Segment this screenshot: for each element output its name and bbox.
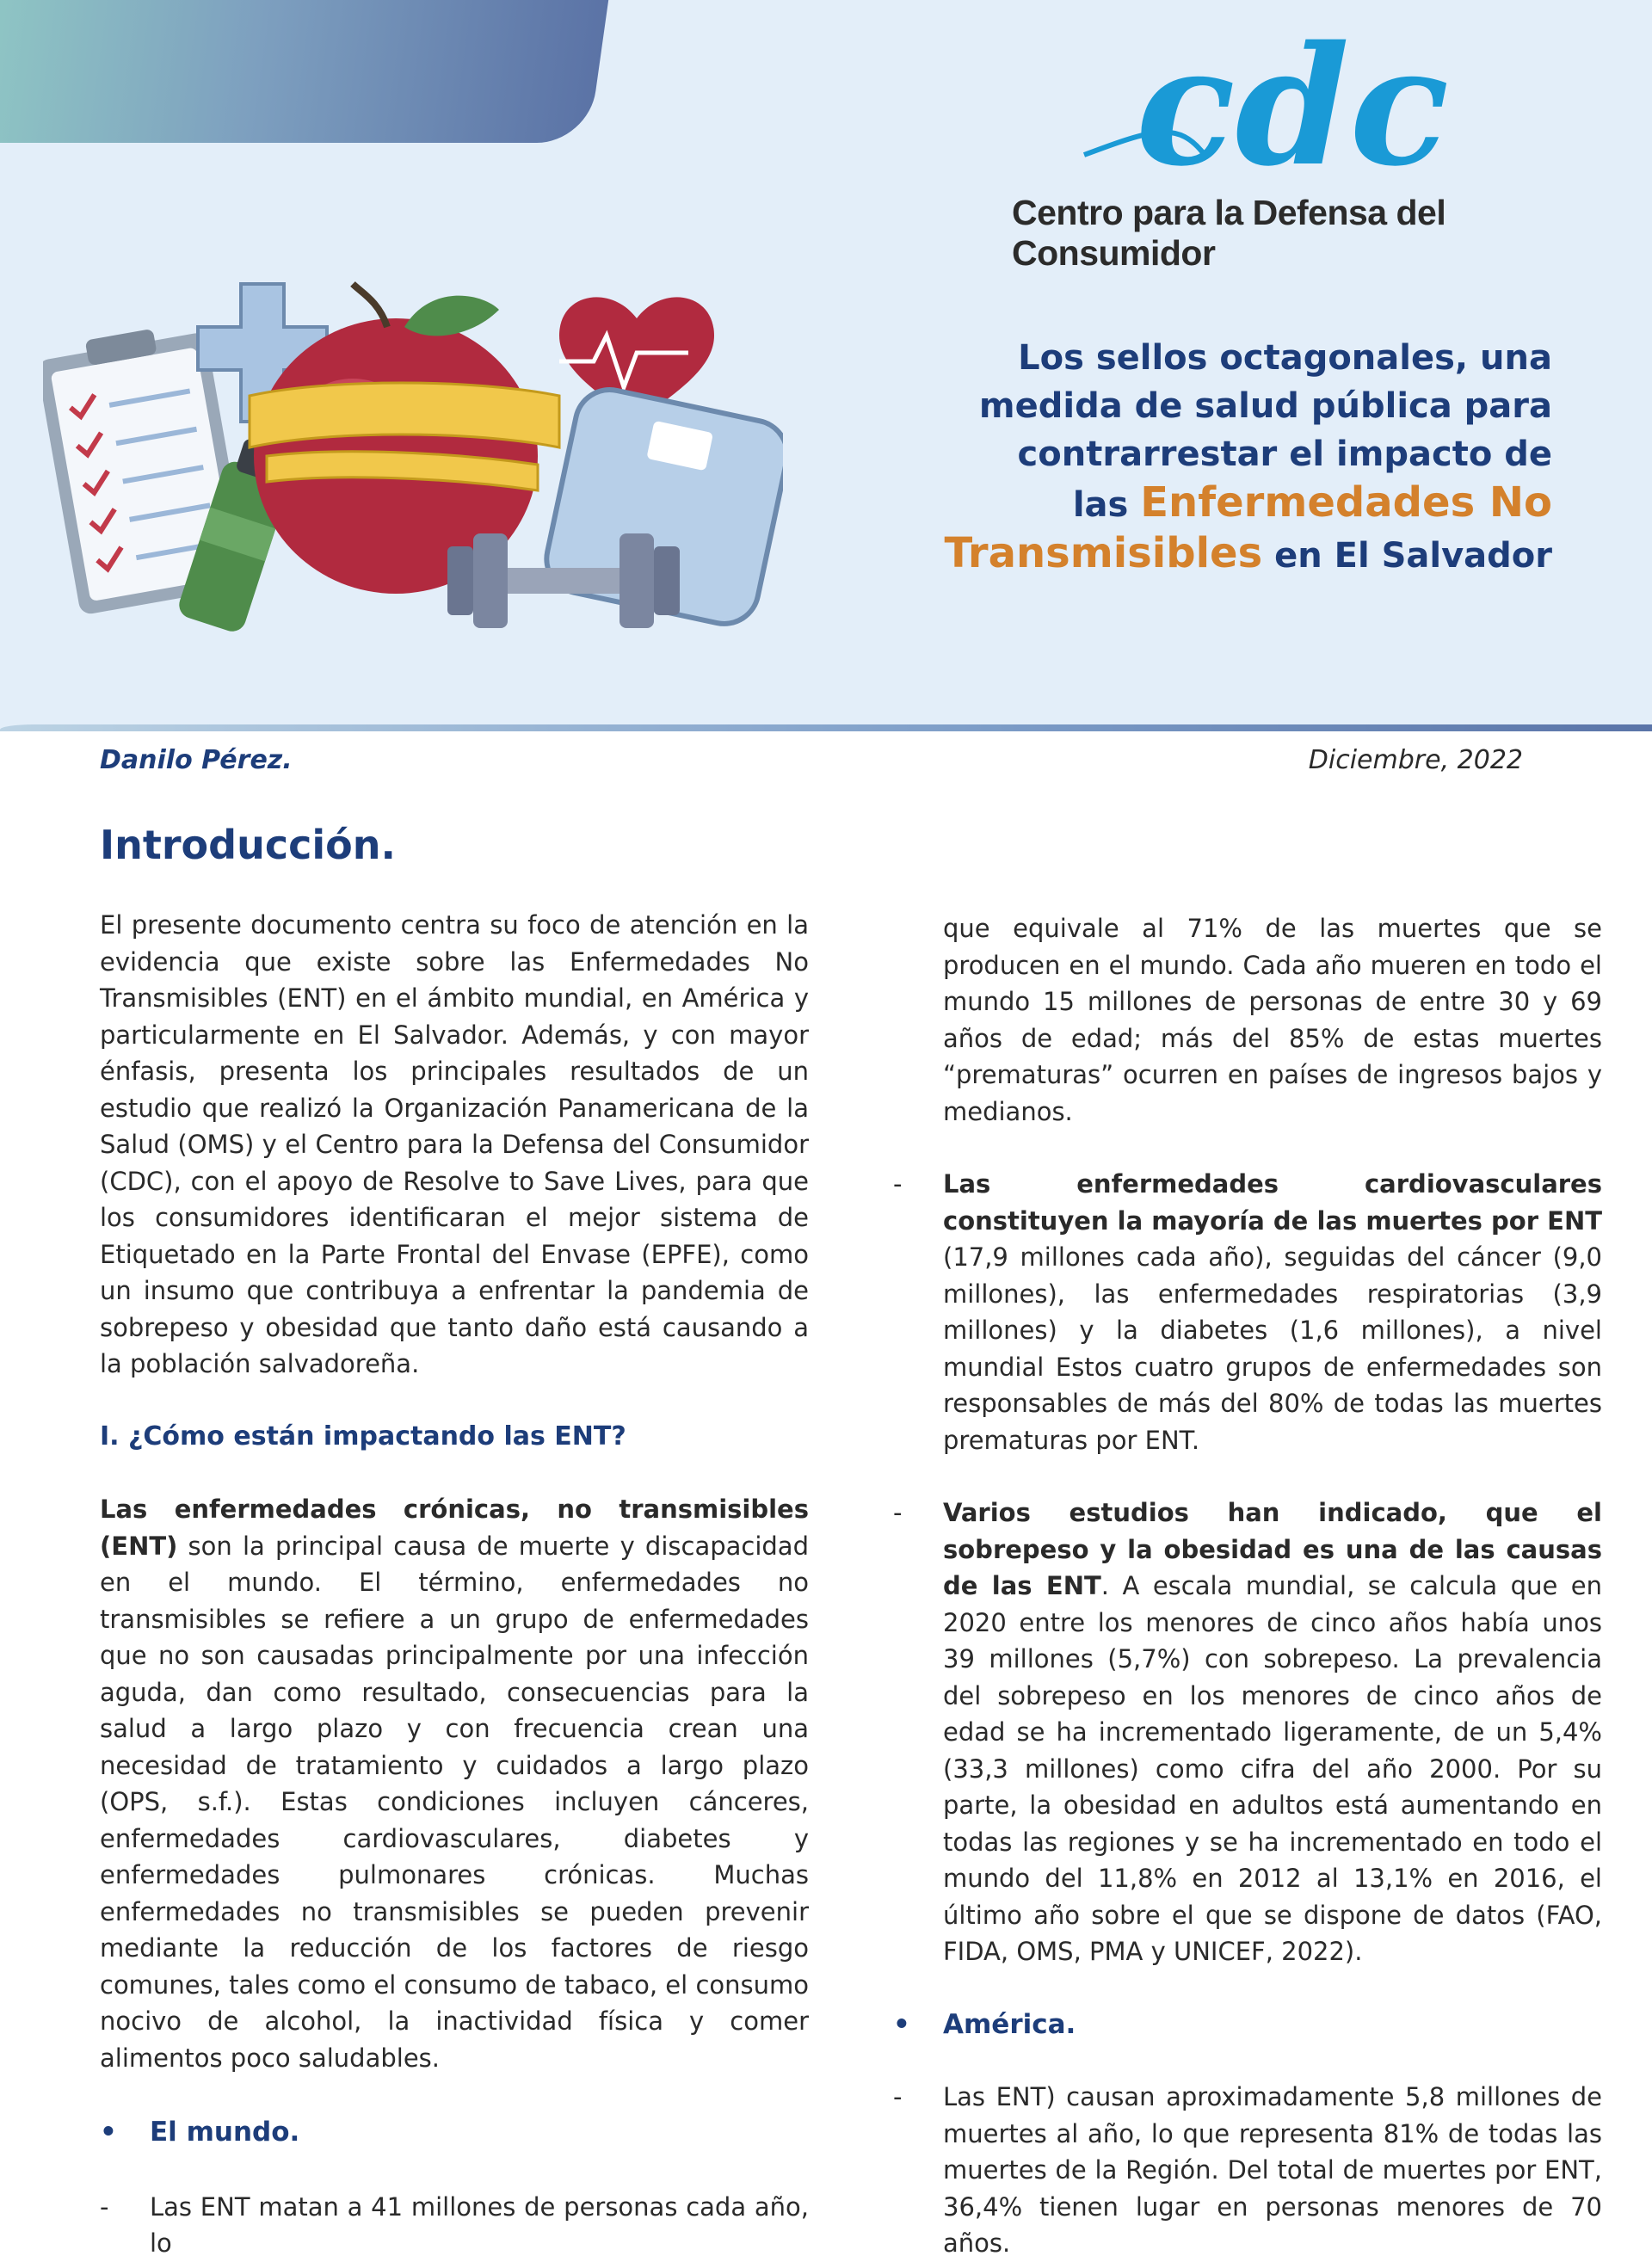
section-paragraph: Las enfermedades crónicas, no transmisibles (ENT) son la principal causa de muerte y discapacidad en el mundo. El término, enfermedades no transmisibles se refiere a un grupo de enfermedades que no son causadas principalmente por una infección aguda, dan como resultado, consecuencias para la salud a largo plazo y con frecuencia crean una necesidad de tratamiento y cuidados a largo plazo (OPS, s.f.). Estas condiciones incluyen cánceres, enfermedades cardiovasculares, diabetes y enfermedades pulmonares crónicas. Muchas enfermedades no transmisibles se pueden prevenir mediante la reducción de los factores de riesgo comunes, tales como el consumo de tabaco, el consumo nocivo de alcohol, la inactividad física y comer alimentos poco saludables.: [100, 1495, 809, 2073]
cdc-logo: [1076, 26, 1557, 189]
right-column: [893, 910, 1602, 2262]
section-heading: I. ¿Cómo están impactando las ENT?: [100, 1421, 626, 1452]
svg-text:cdc: cdc: [1136, 26, 1450, 189]
bullet-heading-world: • El mundo.: [100, 2117, 300, 2148]
org-name: Centro para la Defensa del Consumidor: [1012, 193, 1446, 273]
header-divider: [0, 724, 1652, 731]
title-accent: Enfermedades No: [1140, 478, 1552, 527]
health-illustration: [43, 275, 783, 654]
list-item: - Las ENT) causan aproximadamente 5,8 millones de muertes al año, lo que representa 81% de todas las muertes de la Región. Del total de muertes por ENT, 36,4% tienen lugar en personas menores de 70 años.: [893, 2082, 1602, 2258]
publication-date: Diciembre, 2022: [1308, 745, 1523, 775]
author: Danilo Pérez.: [100, 745, 293, 775]
header-decorative-tab: [0, 0, 611, 143]
left-column: [100, 907, 809, 2262]
list-item: - Las enfermedades cardiovasculares constituyen la mayoría de las muertes por ENT (17,9 millones cada año), seguidas del cáncer (9,0 millones), las enfermedades respiratorias (3,9 millones) y la diabetes (1,6 millones), a nivel mundial Estos cuatro grupos de enfermedades son responsables de más del 80% de todas las muertes prematuras por ENT.: [893, 1169, 1602, 1455]
document-title: Los sellos octagonales, una medida de salud pública para contrarrestar el impacto de las Enfermedades No Transmisibles en El Salvador: [944, 338, 1552, 577]
list-item-continuation: que equivale al 71% de las muertes que se producen en el mundo. Cada año mueren en todo el mundo 15 millones de personas de entre 30 y 69 años de edad; más del 85% de estas muertes “prematuras” ocurren en países de ingresos bajos y medianos.: [943, 914, 1602, 1126]
bullet-heading-america: • América.: [893, 2008, 1076, 2040]
list-item: - Varios estudios han indicado, que el sobrepeso y la obesidad es una de las causas de las ENT. A escala mundial, se calcula que en 2020 entre los menores de cinco años había unos 39 millones (5,7%) con sobrepeso. La prevalencia del sobrepeso en los menores de cinco años de edad se ha incrementado ligeramente, de un 5,4% (33,3 millones) como cifra del año 2000. Por su parte, la obesidad en adultos está aumentando en todas las regiones y se ha incrementado en todo el mundo del 11,8% en 2012 al 13,1% en 2016, el último año sobre el que se dispone de datos (FAO, FIDA, OMS, PMA y UNICEF, 2022).: [893, 1498, 1602, 1966]
header-banner: [0, 0, 1652, 731]
byline: [100, 745, 1523, 780]
title-accent: Transmisibles: [944, 529, 1263, 577]
intro-heading: Introducción.: [100, 822, 396, 868]
list-item: - Las ENT matan a 41 millones de personas cada año, lo: [100, 2191, 809, 2258]
intro-paragraph: El presente documento centra su foco de atención en la evidencia que existe sobre las Enfermedades No Transmisibles (ENT) en el ámbito mundial, en América y particularmente en El Salvador. Además, y con mayor énfasis, presenta los principales resultados de un estudio que realizó la Organización Panamericana de la Salud (OMS) y el Centro para la Defensa del Consumidor (CDC), con el apoyo de Resolve to Save Lives, para que los consumidores identificaran el mejor sistema de Etiquetado en la Parte Frontal del Envase (EPFE), como un insumo que contribuya a enfrentar la pandemia de sobrepeso y obesidad que tanto daño está causando a la población salvadoreña.: [100, 910, 809, 1378]
